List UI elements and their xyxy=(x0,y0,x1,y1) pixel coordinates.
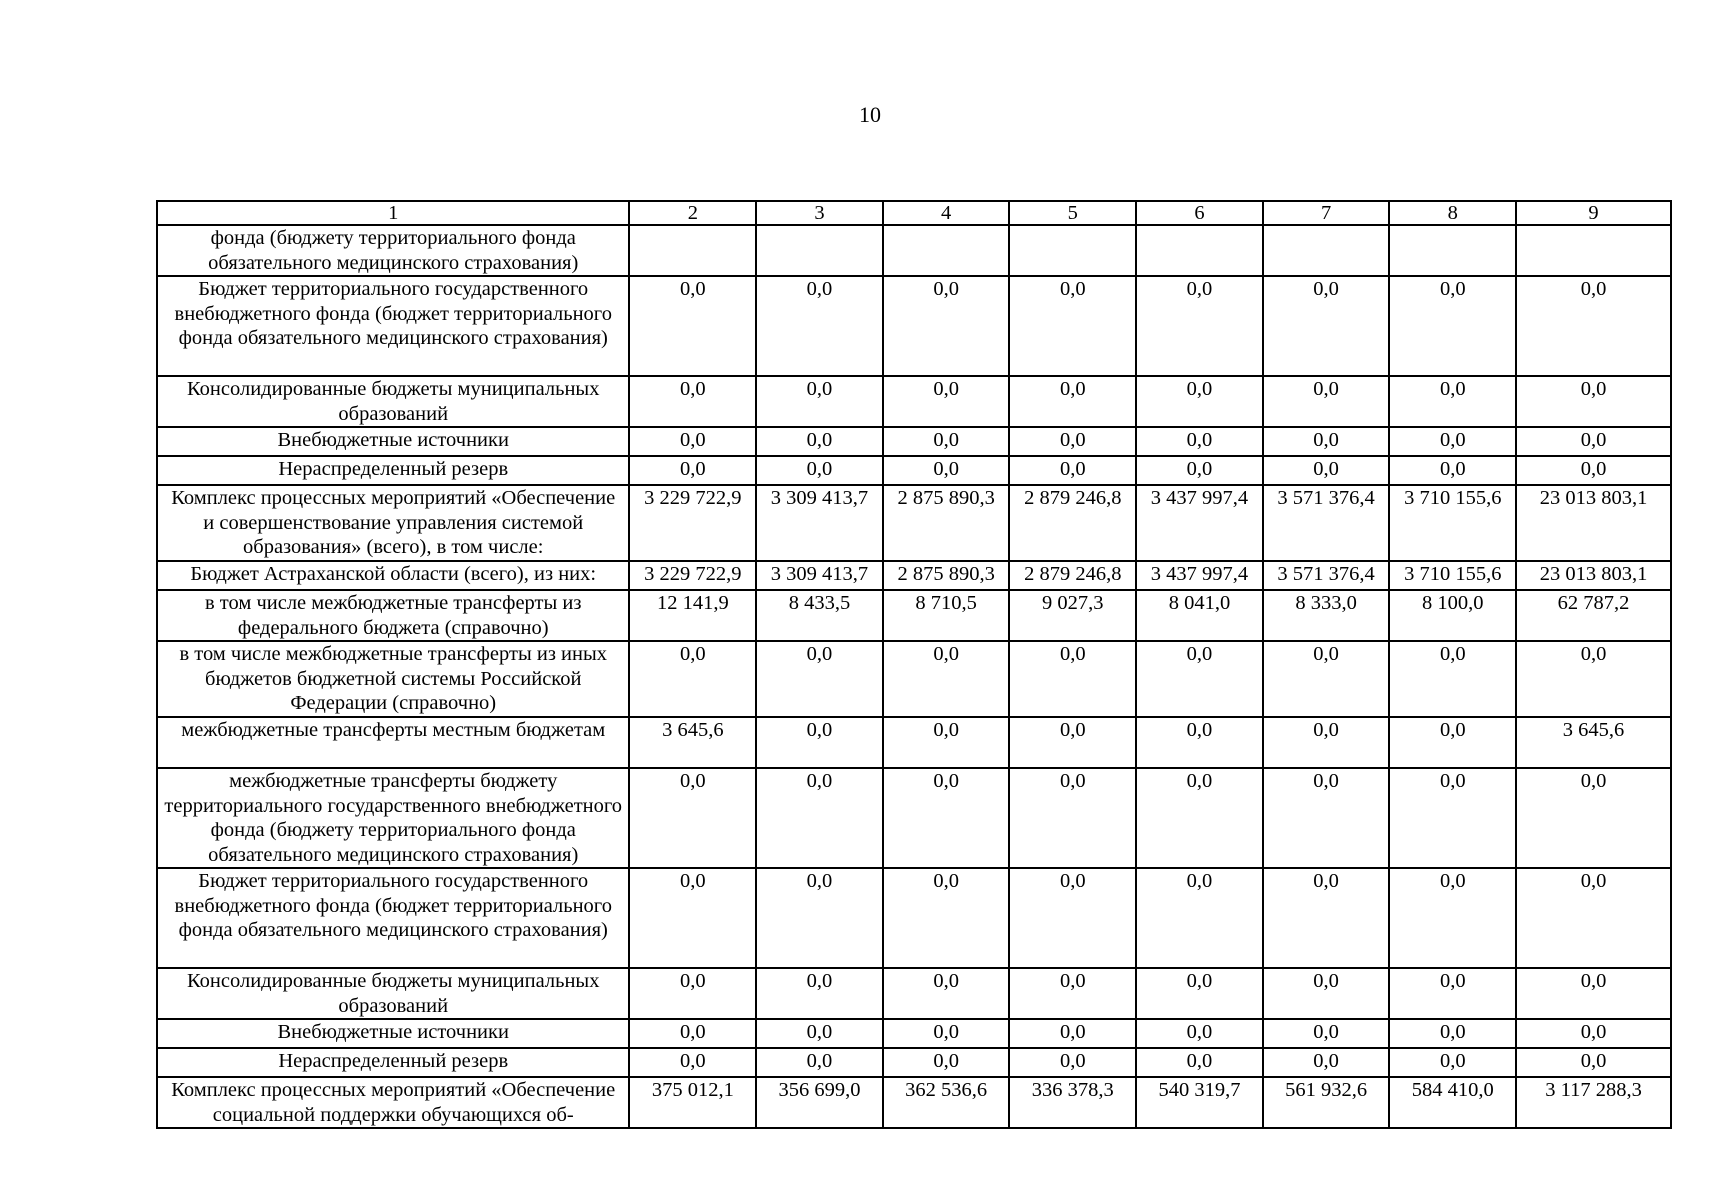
value-cell: 0,0 xyxy=(1389,768,1516,868)
value-cell: 0,0 xyxy=(1136,456,1263,485)
value-cell: 0,0 xyxy=(883,868,1010,968)
value-cell: 0,0 xyxy=(1263,376,1390,427)
value-cell xyxy=(1389,225,1516,276)
row-label: Консолидированные бюджеты муниципальных образований xyxy=(157,376,629,427)
value-cell: 3 229 722,9 xyxy=(629,561,756,590)
table-row xyxy=(157,590,1671,641)
value-cell: 0,0 xyxy=(1136,868,1263,968)
value-cell: 0,0 xyxy=(756,427,883,456)
value-cell: 0,0 xyxy=(1136,968,1263,1019)
value-cell: 0,0 xyxy=(1263,641,1390,717)
value-cell: 0,0 xyxy=(1009,456,1136,485)
row-label: Нераспределенный резерв xyxy=(157,456,629,485)
row-label: в том числе межбюджетные трансферты из федерального бюджета (справочно) xyxy=(157,590,629,641)
table-row xyxy=(157,717,1671,768)
value-cell: 0,0 xyxy=(883,1048,1010,1077)
value-cell: 2 879 246,8 xyxy=(1009,485,1136,561)
row-label: Бюджет территориального государственного внебюджетного фонда (бюджет территориального фонда обязательного медицинского страхования) xyxy=(157,276,629,376)
value-cell: 2 875 890,3 xyxy=(883,485,1010,561)
row-label: Консолидированные бюджеты муниципальных образований xyxy=(157,968,629,1019)
table-row xyxy=(157,1019,1671,1048)
value-cell: 0,0 xyxy=(1263,276,1390,376)
value-cell: 0,0 xyxy=(629,1048,756,1077)
value-cell xyxy=(1263,225,1390,276)
value-cell: 0,0 xyxy=(629,427,756,456)
value-cell: 0,0 xyxy=(883,276,1010,376)
value-cell xyxy=(629,225,756,276)
table-row xyxy=(157,561,1671,590)
table-row xyxy=(157,276,1671,376)
value-cell: 0,0 xyxy=(1136,1048,1263,1077)
value-cell: 0,0 xyxy=(1009,1019,1136,1048)
value-cell: 0,0 xyxy=(1263,768,1390,868)
column-header: 6 xyxy=(1136,201,1263,225)
value-cell: 336 378,3 xyxy=(1009,1077,1136,1128)
value-cell: 0,0 xyxy=(756,276,883,376)
value-cell: 9 027,3 xyxy=(1009,590,1136,641)
value-cell: 3 229 722,9 xyxy=(629,485,756,561)
value-cell: 0,0 xyxy=(629,641,756,717)
value-cell: 0,0 xyxy=(629,968,756,1019)
value-cell: 2 879 246,8 xyxy=(1009,561,1136,590)
value-cell: 0,0 xyxy=(883,427,1010,456)
value-cell: 0,0 xyxy=(883,641,1010,717)
value-cell: 561 932,6 xyxy=(1263,1077,1390,1128)
value-cell xyxy=(883,225,1010,276)
table-row xyxy=(157,968,1671,1019)
row-label: Внебюджетные источники xyxy=(157,427,629,456)
value-cell: 0,0 xyxy=(1263,456,1390,485)
value-cell: 0,0 xyxy=(756,717,883,768)
budget-table xyxy=(156,200,1672,1129)
value-cell: 0,0 xyxy=(1389,276,1516,376)
column-header: 9 xyxy=(1516,201,1671,225)
value-cell: 0,0 xyxy=(1136,427,1263,456)
value-cell: 0,0 xyxy=(883,376,1010,427)
value-cell: 0,0 xyxy=(1136,1019,1263,1048)
row-label: Нераспределенный резерв xyxy=(157,1048,629,1077)
value-cell: 8 041,0 xyxy=(1136,590,1263,641)
table-row xyxy=(157,1077,1671,1128)
value-cell: 0,0 xyxy=(1389,427,1516,456)
value-cell: 0,0 xyxy=(1263,1019,1390,1048)
value-cell: 3 571 376,4 xyxy=(1263,561,1390,590)
value-cell: 0,0 xyxy=(1009,1048,1136,1077)
value-cell: 0,0 xyxy=(1516,868,1671,968)
value-cell: 0,0 xyxy=(1389,717,1516,768)
value-cell: 0,0 xyxy=(756,1019,883,1048)
value-cell: 0,0 xyxy=(883,456,1010,485)
value-cell: 8 333,0 xyxy=(1263,590,1390,641)
value-cell: 0,0 xyxy=(1009,868,1136,968)
row-label: межбюджетные трансферты бюджету территориального государственного внебюджетного фонда (бюджету территориального фонда обязательного медицинского страхования) xyxy=(157,768,629,868)
value-cell: 0,0 xyxy=(1516,276,1671,376)
value-cell: 3 645,6 xyxy=(1516,717,1671,768)
value-cell: 0,0 xyxy=(629,868,756,968)
value-cell: 0,0 xyxy=(1009,641,1136,717)
value-cell: 0,0 xyxy=(1136,276,1263,376)
value-cell: 2 875 890,3 xyxy=(883,561,1010,590)
value-cell: 0,0 xyxy=(1009,717,1136,768)
table-row xyxy=(157,641,1671,717)
table-row xyxy=(157,225,1671,276)
value-cell: 0,0 xyxy=(883,717,1010,768)
value-cell: 0,0 xyxy=(1389,868,1516,968)
value-cell: 3 117 288,3 xyxy=(1516,1077,1671,1128)
value-cell: 0,0 xyxy=(756,768,883,868)
table-row xyxy=(157,485,1671,561)
value-cell: 0,0 xyxy=(1389,1019,1516,1048)
column-header: 5 xyxy=(1009,201,1136,225)
value-cell: 3 710 155,6 xyxy=(1389,561,1516,590)
value-cell: 0,0 xyxy=(756,868,883,968)
value-cell: 0,0 xyxy=(1516,1019,1671,1048)
value-cell: 0,0 xyxy=(629,456,756,485)
row-label: в том числе межбюджетные трансферты из иных бюджетов бюджетной системы Российской Федерации (справочно) xyxy=(157,641,629,717)
value-cell: 0,0 xyxy=(1263,1048,1390,1077)
value-cell: 0,0 xyxy=(1389,376,1516,427)
value-cell: 23 013 803,1 xyxy=(1516,561,1671,590)
table-row xyxy=(157,868,1671,968)
value-cell: 0,0 xyxy=(1263,868,1390,968)
value-cell: 375 012,1 xyxy=(629,1077,756,1128)
value-cell: 0,0 xyxy=(629,276,756,376)
value-cell: 0,0 xyxy=(756,968,883,1019)
column-header: 1 xyxy=(157,201,629,225)
value-cell: 0,0 xyxy=(1009,376,1136,427)
row-label: Комплекс процессных мероприятий «Обеспечение и совершенствование управления системой образования» (всего), в том числе: xyxy=(157,485,629,561)
column-header: 4 xyxy=(883,201,1010,225)
column-header: 2 xyxy=(629,201,756,225)
value-cell: 8 100,0 xyxy=(1389,590,1516,641)
value-cell: 0,0 xyxy=(1009,768,1136,868)
value-cell: 3 571 376,4 xyxy=(1263,485,1390,561)
value-cell: 12 141,9 xyxy=(629,590,756,641)
table-row xyxy=(157,1048,1671,1077)
value-cell: 0,0 xyxy=(883,968,1010,1019)
row-label: Бюджет территориального государственного внебюджетного фонда (бюджет территориального фонда обязательного медицинского страхования) xyxy=(157,868,629,968)
value-cell: 3 437 997,4 xyxy=(1136,485,1263,561)
value-cell: 3 309 413,7 xyxy=(756,485,883,561)
table-row xyxy=(157,427,1671,456)
value-cell xyxy=(1136,225,1263,276)
row-label: Внебюджетные источники xyxy=(157,1019,629,1048)
value-cell: 362 536,6 xyxy=(883,1077,1010,1128)
value-cell: 8 710,5 xyxy=(883,590,1010,641)
value-cell xyxy=(756,225,883,276)
value-cell: 0,0 xyxy=(629,376,756,427)
value-cell: 0,0 xyxy=(1389,1048,1516,1077)
value-cell: 0,0 xyxy=(1389,968,1516,1019)
value-cell: 584 410,0 xyxy=(1389,1077,1516,1128)
value-cell: 3 309 413,7 xyxy=(756,561,883,590)
column-header: 3 xyxy=(756,201,883,225)
row-label: фонда (бюджету территориального фонда обязательного медицинского страхования) xyxy=(157,225,629,276)
value-cell: 0,0 xyxy=(883,768,1010,868)
value-cell: 540 319,7 xyxy=(1136,1077,1263,1128)
page-number: 10 xyxy=(859,102,881,127)
value-cell: 0,0 xyxy=(1263,717,1390,768)
value-cell: 3 645,6 xyxy=(629,717,756,768)
value-cell: 0,0 xyxy=(1009,968,1136,1019)
value-cell xyxy=(1516,225,1671,276)
value-cell: 0,0 xyxy=(756,1048,883,1077)
value-cell: 8 433,5 xyxy=(756,590,883,641)
value-cell: 0,0 xyxy=(1516,427,1671,456)
value-cell: 0,0 xyxy=(629,1019,756,1048)
value-cell: 0,0 xyxy=(1516,456,1671,485)
value-cell: 0,0 xyxy=(883,1019,1010,1048)
row-label: Комплекс процессных мероприятий «Обеспечение социальной поддержки обучающихся об- xyxy=(157,1077,629,1128)
value-cell: 0,0 xyxy=(1009,276,1136,376)
value-cell: 0,0 xyxy=(1136,717,1263,768)
value-cell: 23 013 803,1 xyxy=(1516,485,1671,561)
value-cell: 0,0 xyxy=(1389,456,1516,485)
value-cell: 0,0 xyxy=(1136,641,1263,717)
table-row xyxy=(157,456,1671,485)
value-cell: 0,0 xyxy=(756,376,883,427)
row-label: Бюджет Астраханской области (всего), из них: xyxy=(157,561,629,590)
row-label: межбюджетные трансферты местным бюджетам xyxy=(157,717,629,768)
column-header: 7 xyxy=(1263,201,1390,225)
value-cell: 0,0 xyxy=(1516,376,1671,427)
value-cell: 0,0 xyxy=(1389,641,1516,717)
value-cell: 0,0 xyxy=(1009,427,1136,456)
value-cell: 0,0 xyxy=(1136,768,1263,868)
value-cell: 0,0 xyxy=(756,456,883,485)
table-row xyxy=(157,768,1671,868)
value-cell: 62 787,2 xyxy=(1516,590,1671,641)
column-header: 8 xyxy=(1389,201,1516,225)
value-cell: 0,0 xyxy=(1263,968,1390,1019)
value-cell: 0,0 xyxy=(756,641,883,717)
value-cell: 0,0 xyxy=(1516,968,1671,1019)
value-cell xyxy=(1009,225,1136,276)
value-cell: 3 710 155,6 xyxy=(1389,485,1516,561)
header-row xyxy=(157,201,1671,225)
value-cell: 0,0 xyxy=(1136,376,1263,427)
value-cell: 0,0 xyxy=(1516,641,1671,717)
value-cell: 356 699,0 xyxy=(756,1077,883,1128)
value-cell: 0,0 xyxy=(629,768,756,868)
value-cell: 0,0 xyxy=(1516,768,1671,868)
table-row xyxy=(157,376,1671,427)
value-cell: 3 437 997,4 xyxy=(1136,561,1263,590)
value-cell: 0,0 xyxy=(1516,1048,1671,1077)
value-cell: 0,0 xyxy=(1263,427,1390,456)
